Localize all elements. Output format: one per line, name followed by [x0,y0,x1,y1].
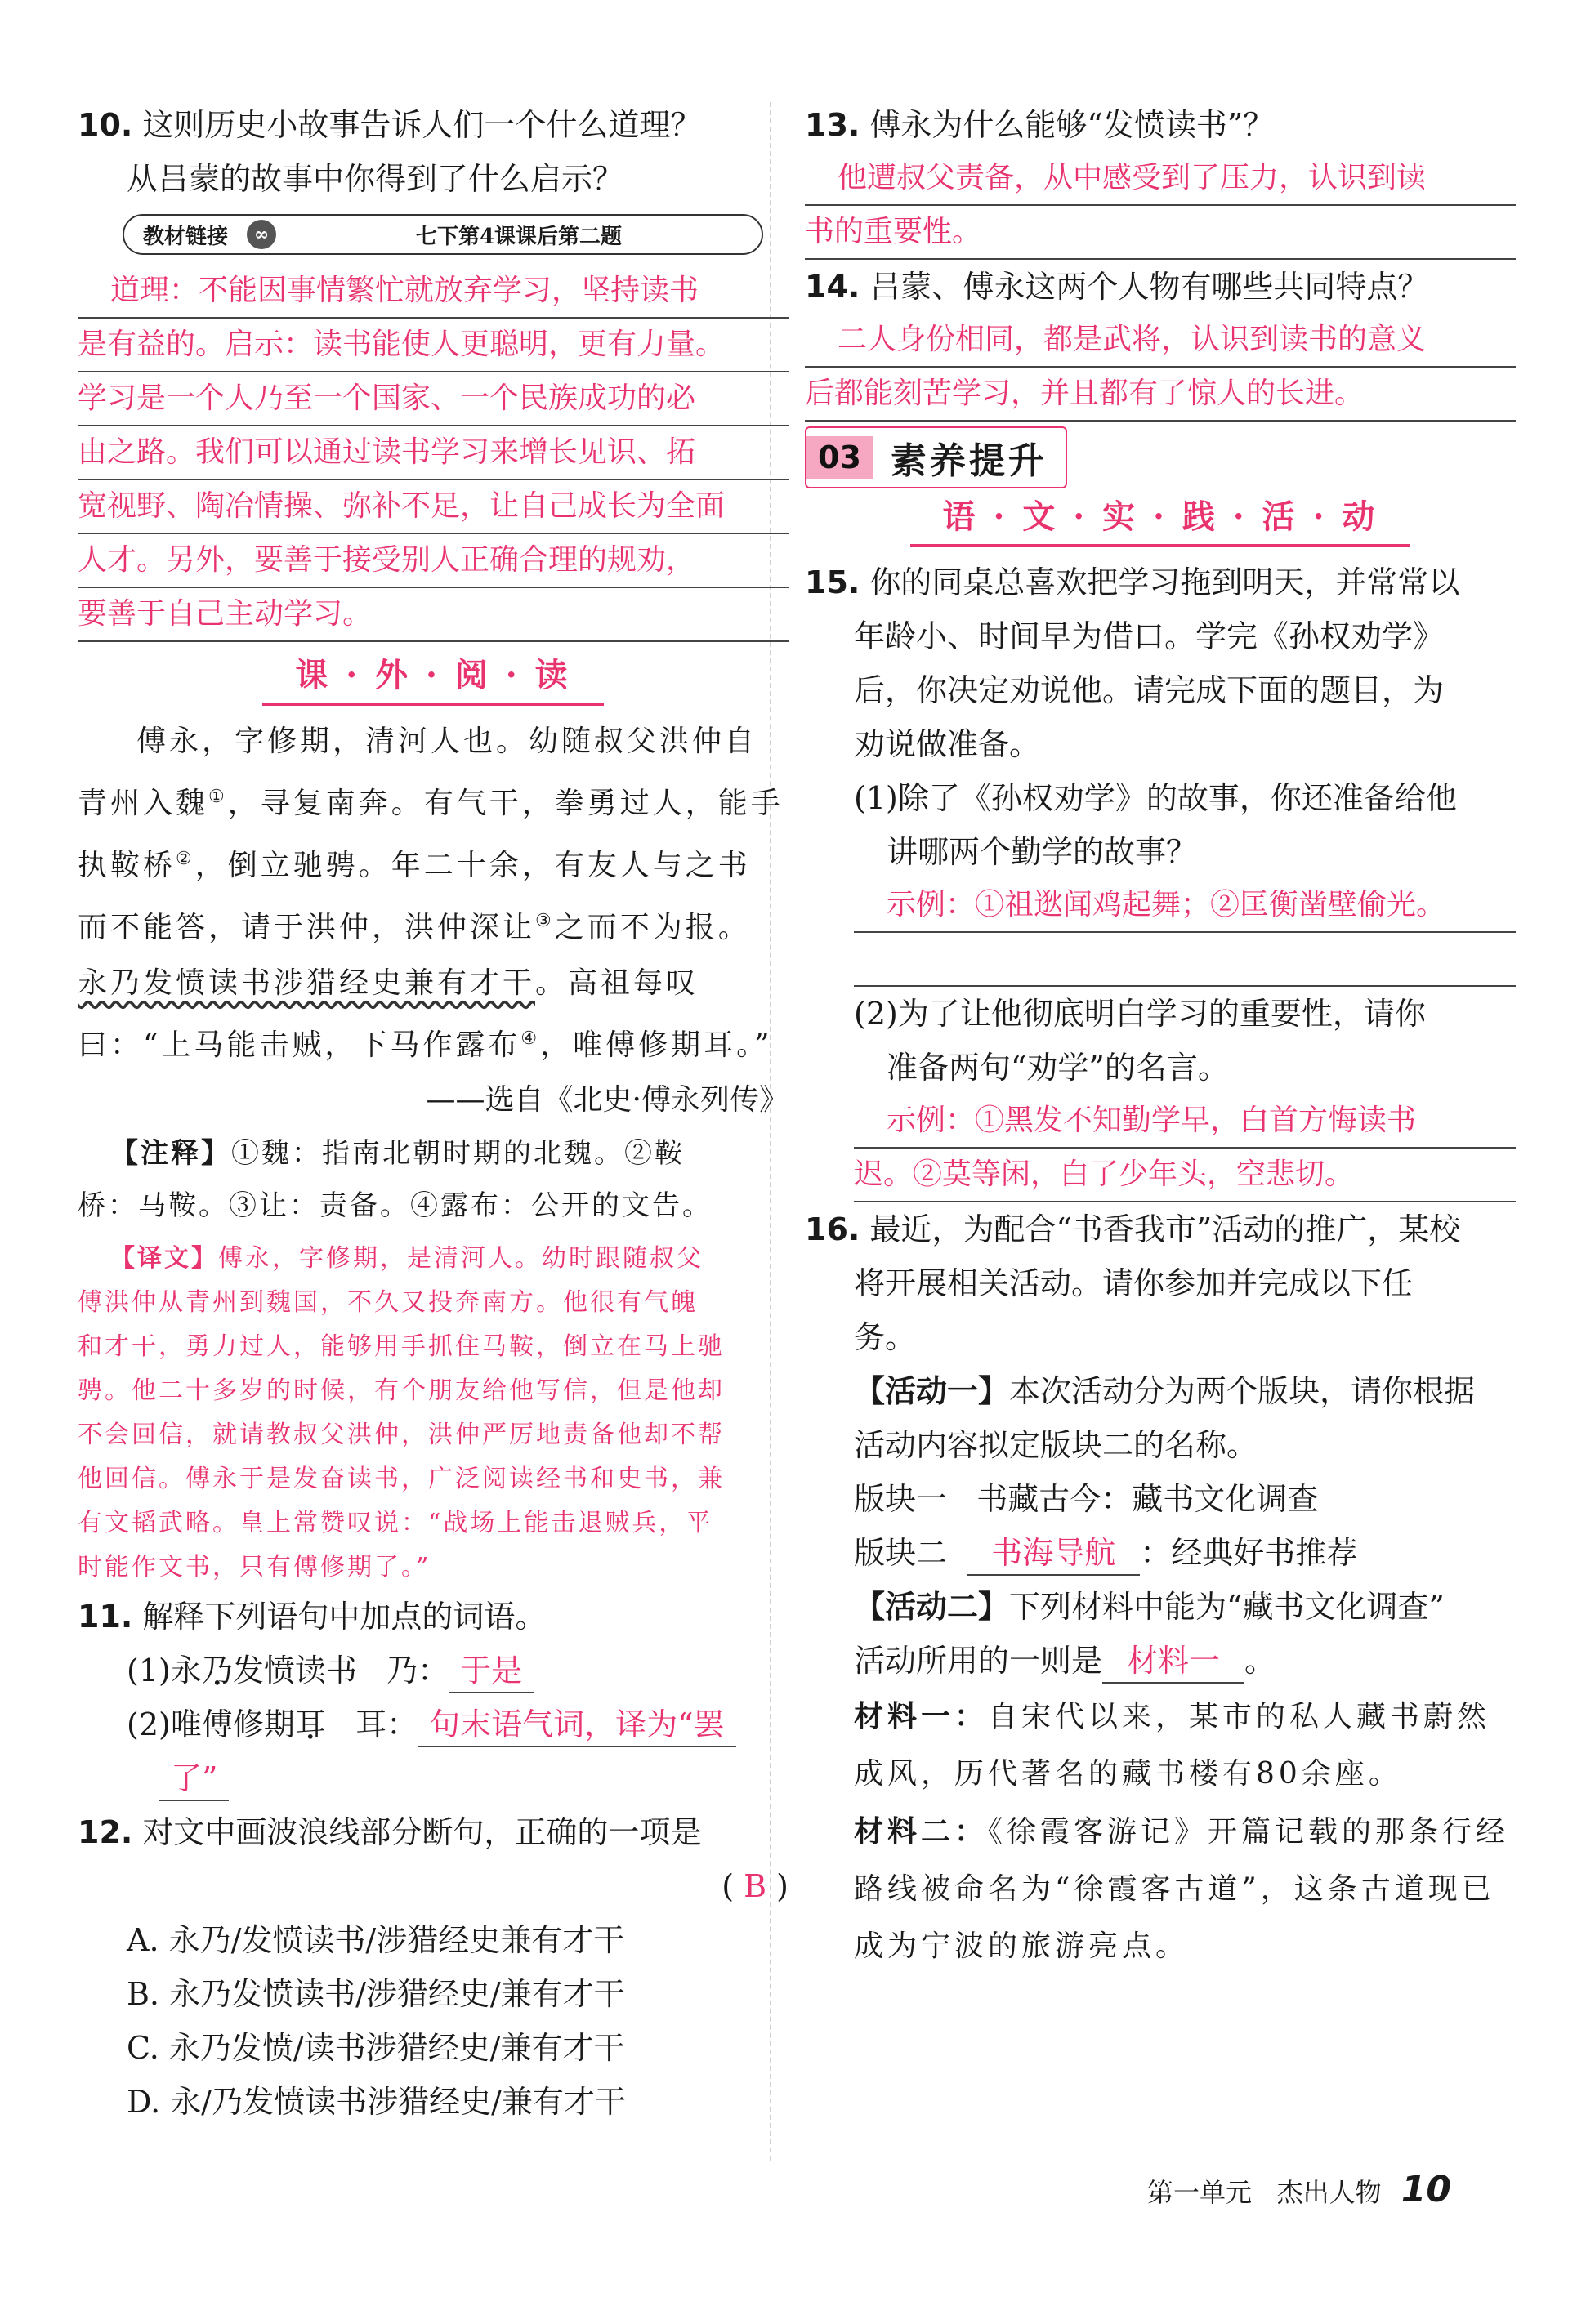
question-11 [78,1590,789,1805]
question-16: 16. 最近，为配合“书香我市”活动的推广，某校 将开展相关活动。请你参加并完成以下任 务。 【活动一】本次活动分为两个版块，请你根据 活动内容拟定版块二的名称。 版块一 书藏古今：藏书文化调查 版块二 书海导航 ：经典好书推荐 【活动二】下列材料中能为“藏书文化调查” 活动所用的一则是 材料一 。 材料一：自宋代以来，某市的私人藏书蔚然 成风，历代著名的藏书楼有80余座。 材料二：《徐霞客游记》开篇记载的那条行经 路线被命名为“徐霞客古道”，这条古道现已 成为宁波的旅游亮点。 [805,1202,1516,1975]
q11-item-2: (2)唯傅修期耳 耳： 句末语气词，译为“罢 [78,1697,789,1751]
material-text: 《徐霞客游记》开篇记载的那条行经 [988,1815,1510,1849]
notes-text: 桥：马鞍。③让：责备。④露布：公开的文告。 [78,1189,713,1222]
translation-line: 和才干，勇力过人，能够用手抓住马鞍，倒立在马上驰 [78,1332,725,1361]
link-icon: ∞ [247,220,276,249]
question-number: 15. [805,564,860,600]
question-text: 后，你决定劝说他。请完成下面的题目，为 [854,672,1445,708]
block-text: 书藏古今：藏书文化调查 [976,1481,1319,1517]
translation-label: 【译文】 [110,1244,218,1273]
question-text: 将开展相关活动。请你参加并完成以下任 [854,1265,1414,1301]
answer-line: 人才。另外，要善于接受别人正确合理的规劝， [78,534,789,588]
question-13 [805,98,1516,260]
material-label: 材料一： [854,1699,989,1733]
question-number: 13. [805,107,860,143]
footer-unit: 第一单元 [1147,2177,1253,2208]
answer-line: 书的重要性。 [805,206,1516,260]
question-text: 务。 [854,1319,917,1355]
activity-text: 活动内容拟定版块二的名称。 [854,1427,1258,1463]
answer-line: 后都能刻苦学习，并且都有了惊人的长进。 [805,368,1516,422]
option-b: B. 永乃发愤读书/涉猎经史/兼有才干 [127,1976,625,2012]
answer-line: 由之路。我们可以通过读书学习来增长见识、拓 [78,426,789,480]
block-label: 版块一 [854,1481,948,1517]
question-15: 15. 你的同桌总喜欢把学习拖到明天，并常常以 年龄小、时间早为借口。学完《孙权劝学》 后，你决定劝说他。请完成下面的题目，为 劝说做准备。 (1)除了《孙权劝学》的故事，你还准备给他 讲哪两个勤学的故事？ 示例：①祖逖闻鸡起舞；②匡衡凿壁偷光。 (2)为了让他彻底明白学习的重要性，请你 准备两句“劝学”的名言。 示例：①黑发不知勤学早，白首方悔读书 迟。②莫等闲，白了少年头，空悲切。 [805,555,1516,1202]
translation-line: 有文韬武略。皇上常赞叹说：“战场上能击退贼兵，平 [78,1509,713,1537]
sub-question: (1)除了《孙权劝学》的故事，你还准备给他 [854,780,1457,816]
answer-line: 学习是一个人乃至一个国家、一个民族成功的必 [78,372,789,426]
translation [78,1237,789,1590]
answer-line: 迟。②莫等闲，白了少年头，空悲切。 [854,1149,1516,1202]
notes-text: ①魏：指南北朝时期的北魏。②鞍 [231,1137,685,1170]
translation-line: 骋。他二十多岁的时候，有个朋友给他写信，但是他却 [78,1376,725,1405]
option-d: D. 永/乃发愤读书涉猎经史/兼有才干 [127,2084,626,2120]
q11-item-1: (1)永乃发愤读书 乃： 于是 [78,1644,789,1697]
answer-line-blank [854,933,1516,987]
section-title: 课 · 外 · 阅 · 读 [262,650,603,706]
dotted-word: 乃 [201,1653,233,1688]
activity-label: 【活动二】 [854,1588,1010,1625]
block-label: 版块二 [854,1535,948,1571]
practice-section-header [805,492,1516,547]
activity-label: 【活动一】 [854,1372,1010,1409]
question-number: 12. [78,1814,133,1850]
answer-line: 宽视野、陶冶情操、弥补不足，让自己成长为全面 [78,480,789,534]
answer-line: 道理：不能因事情繁忙就放弃学习，坚持读书 [78,265,789,319]
material-text: 成风，历代著名的藏书楼有80余座。 [854,1757,1402,1791]
section-subtitle: 语 · 文 · 实 · 践 · 活 · 动 [910,492,1411,547]
question-10 [78,98,789,206]
section-03-badge [805,426,1067,488]
option-a: A. 永乃/发愤读书/涉猎经史兼有才干 [127,1922,625,1958]
question-text: 对文中画波浪线部分断句，正确的一项是 [142,1814,702,1850]
dotted-word: 耳 [294,1706,326,1742]
passage-source: ——选自《北史·傅永列传》 [426,1083,789,1117]
answer-10 [78,265,789,642]
notes [78,1127,789,1232]
answer-line: 二人身份相同，都是武将，认识到读书的意义 [805,314,1516,368]
reading-passage [78,714,789,1127]
activity-text: 活动所用的一则是 [854,1643,1103,1679]
passage-line: 而不能答，请于洪仲，洪仲深让③之而不为报。 [78,911,751,944]
answer-blank: 于是 [449,1649,534,1693]
answer-line: 示例：①祖逖闻鸡起舞；②匡衡凿壁偷光。 [854,879,1516,933]
material-text: 成为宁波的旅游亮点。 [854,1929,1190,1963]
right-column [805,98,1516,1975]
activity-text: 下列材料中能为“藏书文化调查” [1009,1589,1445,1625]
answer-line: 要善于自己主动学习。 [78,588,789,642]
choice-answer: B [744,1868,767,1904]
passage-line: 曰：“上马能击贼，下马作露布④，唯傅修期耳。” [78,1028,773,1062]
question-number: 14. [805,269,860,305]
translation-line: 时能作文书，只有傅修期了。” [78,1553,431,1581]
answer-blank: 了” [159,1757,229,1801]
question-number: 11. [78,1599,133,1635]
question-text: 吕蒙、傅永这两个人物有哪些共同特点？ [869,269,1429,305]
translation-line: 不会回信，就请教叔父洪仲，洪仲严厉地责备他却不帮 [78,1421,725,1449]
question-14 [805,260,1516,422]
section-title: 素养提升 [890,440,1048,482]
answer-blank: 书海导航 [967,1532,1140,1576]
question-text: 这则历史小故事告诉人们一个什么道理？ [142,107,702,143]
textbook-link-bar [123,214,763,255]
passage-line: 执鞍桥②，倒立驰骋。年二十余，有友人与之书 [78,849,751,882]
answer-bracket: ( B ) [722,1868,789,1904]
question-text: 劝说做准备。 [854,726,1041,762]
question-text: 年龄小、时间早为借口。学完《孙权劝学》 [854,618,1445,654]
option-c: C. 永乃发愤/读书涉猎经史/兼有才干 [127,2030,625,2066]
link-text: 七下第4课课后第二题 [415,224,623,249]
answer-line: 示例：①黑发不知勤学早，白首方悔读书 [854,1095,1516,1149]
question-12 [78,1805,789,2129]
material-label: 材料二： [854,1814,989,1849]
question-text: 从吕蒙的故事中你得到了什么启示？ [127,161,624,197]
left-column [78,98,789,2129]
question-number: 10. [78,107,133,143]
answer-blank: 材料一 [1102,1639,1244,1684]
passage-line: 永乃发愤读书涉猎经史兼有才干。高祖每叹 [78,966,699,1000]
sub-question: 准备两句“劝学”的名言。 [887,1050,1229,1086]
material-text: 自宋代以来，某市的私人藏书蔚然 [988,1700,1491,1733]
block-text: ：经典好书推荐 [1140,1535,1358,1571]
question-text: 解释下列语句中加点的词语。 [142,1599,547,1635]
section-number: 03 [806,436,873,479]
reading-section-header [78,650,789,706]
question-text: 傅永为什么能够“发愤读书”？ [869,107,1275,143]
answer-blank: 句末语气词，译为“罢 [418,1703,735,1747]
wavy-underlined-text: 永乃发愤读书涉猎经史兼有才干 [78,966,536,1000]
page-footer [1147,2169,1451,2210]
passage-line: 傅永，字修期，清河人也。幼随叔父洪仲自 [136,725,758,758]
question-number: 16. [805,1211,860,1247]
translation-line: 傅永，字修期，是清河人。幼时跟随叔父 [218,1244,704,1273]
translation-line: 他回信。傅永于是发奋读书，广泛阅读经书和史书，兼 [78,1465,725,1493]
sub-question: 讲哪两个勤学的故事？ [887,834,1198,870]
answer-line: 他遭叔父责备，从中感受到了压力，认识到读 [805,152,1516,206]
sub-question: (2)为了让他彻底明白学习的重要性，请你 [854,996,1426,1032]
page-number: 10 [1401,2169,1451,2210]
passage-line: 青州入魏①，寻复南奔。有气干，拳勇过人，能手 [78,787,784,820]
activity-text: 本次活动分为两个版块，请你根据 [1009,1373,1476,1409]
notes-label: 【注释】 [110,1137,231,1170]
material-text: 路线被命名为“徐霞客古道”，这条古道现已 [854,1872,1495,1906]
answer-line: 是有益的。启示：读书能使人更聪明，更有力量。 [78,319,789,372]
footer-topic: 杰出人物 [1276,2177,1382,2208]
translation-line: 傅洪仲从青州到魏国，不久又投奔南方。他很有气魄 [78,1288,698,1317]
link-tag: 教材链接 [142,224,228,249]
